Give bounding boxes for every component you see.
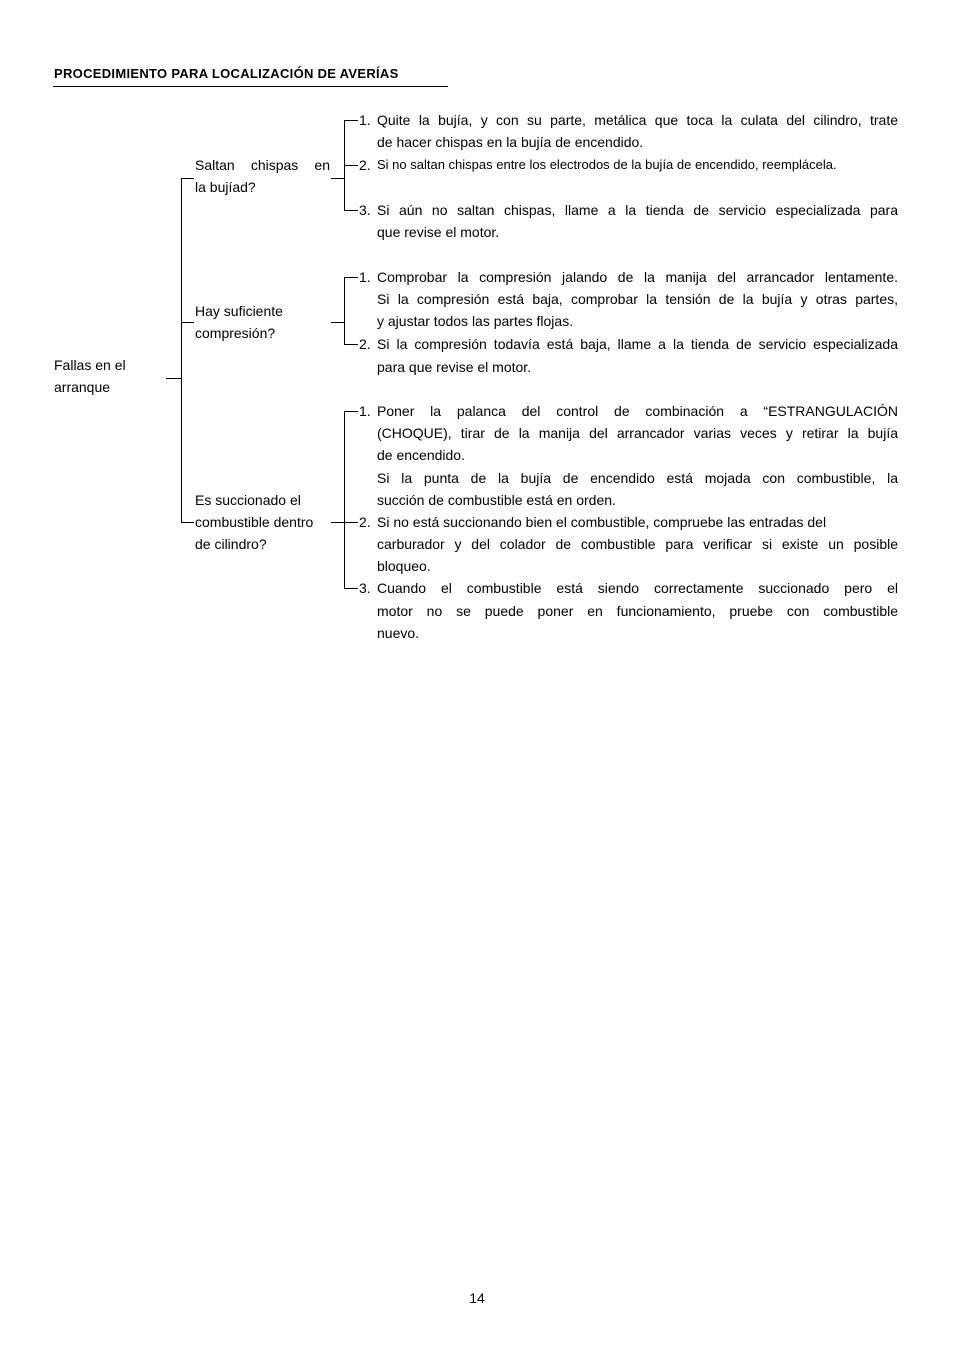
branch3-item2-line2: carburador y del colador de combustible para verificar si existe un posible: [377, 536, 898, 552]
branch1-item3-number: 3.: [359, 202, 371, 218]
branch3-question-line2: combustible dentro: [195, 514, 314, 530]
branch1-item2-tick: [344, 165, 358, 166]
branch3-item1-line4: Si la punta de la bujía de encendido está mojada con combustible, la: [377, 470, 898, 486]
branch1-item3-tick: [344, 210, 358, 211]
branch3-question-line1: Es succionado el: [195, 492, 301, 508]
branch3-tick: [181, 522, 194, 523]
branch2-item1-tick: [344, 277, 358, 278]
root-connector: [166, 378, 181, 379]
branch2-connector: [331, 322, 344, 323]
branch3-item3-line3: nuevo.: [377, 625, 420, 641]
branch3-item2-tick: [344, 522, 358, 523]
heading-underline: [53, 86, 448, 87]
root-label-line2: arranque: [54, 379, 111, 395]
branch1-item1-line1: Quite la bujía, y con su parte, metálica que toca la culata del cilindro, trate: [377, 112, 898, 128]
branch3-item1-number: 1.: [359, 403, 371, 419]
branch2-item2-line1: Si la compresión todavía está baja, llame a la tienda de servicio especializada: [377, 336, 898, 352]
branch1-item2-number: 2.: [359, 157, 371, 173]
root-bracket: [181, 178, 182, 522]
branch3-item1-line5: succión de combustible está en orden.: [377, 492, 616, 508]
branch3-question-line3: de cilindro?: [195, 536, 267, 552]
branch1-item1-tick: [344, 120, 358, 121]
branch1-item1-number: 1.: [359, 112, 371, 128]
branch1-item3-line1: Si aún no saltan chispas, llame a la tienda de servicio especializada para: [377, 202, 898, 218]
branch3-item3-line1: Cuando el combustible está siendo correctamente succionado pero el: [377, 580, 898, 596]
branch3-bracket: [344, 411, 345, 588]
branch2-item1-line3: y ajustar todos las partes flojas.: [377, 313, 574, 329]
branch3-item1-tick: [344, 411, 358, 412]
branch2-item1-line2: Si la compresión está baja, comprobar la tensión de la bujía y otras partes,: [377, 291, 898, 307]
branch1-connector: [331, 178, 344, 179]
branch2-item1-line1: Comprobar la compresión jalando de la manija del arrancador lentamente.: [377, 269, 898, 285]
branch1-item3-line2: que revise el motor.: [377, 224, 500, 240]
branch3-item1-line3: de encendido.: [377, 447, 465, 463]
branch3-item1-line1: Poner la palanca del control de combinación a “ESTRANGULACIÓN: [377, 403, 898, 419]
branch1-item2-line1: Si no saltan chispas entre los electrodos de la bujía de encendido, reemplácela.: [377, 157, 837, 172]
branch1-question-line2: la bujíad?: [195, 179, 256, 195]
branch3-item3-number: 3.: [359, 580, 371, 596]
branch3-item3-tick: [344, 588, 358, 589]
branch2-item1-number: 1.: [359, 269, 371, 285]
branch2-item2-tick: [344, 344, 358, 345]
branch2-question-line1: Hay suficiente: [195, 303, 283, 319]
branch1-tick: [181, 178, 194, 179]
branch1-question-line1: Saltan chispas en: [195, 157, 330, 173]
branch2-question-line2: compresión?: [195, 325, 276, 341]
branch3-item1-line2: (CHOQUE), tirar de la manija del arrancador varias veces y retirar la bujía: [377, 425, 898, 441]
branch2-item2-line2: para que revise el motor.: [377, 359, 532, 375]
branch3-item2-line1: Si no está succionando bien el combustible, compruebe las entradas del: [377, 514, 827, 530]
branch3-connector: [331, 522, 344, 523]
branch1-item1-line2: de hacer chispas en la bujía de encendido.: [377, 134, 644, 150]
branch3-item2-line3: bloqueo.: [377, 558, 431, 574]
branch3-item2-number: 2.: [359, 514, 371, 530]
root-label-line1: Fallas en el: [54, 357, 126, 373]
page-heading: PROCEDIMIENTO PARA LOCALIZACIÓN DE AVERÍAS: [54, 66, 399, 81]
branch3-item3-line2: motor no se puede poner en funcionamiento, pruebe con combustible: [377, 603, 898, 619]
branch2-item2-number: 2.: [359, 336, 371, 352]
branch2-bracket: [344, 277, 345, 344]
page-number: 14: [469, 1290, 485, 1306]
branch2-tick: [181, 322, 194, 323]
